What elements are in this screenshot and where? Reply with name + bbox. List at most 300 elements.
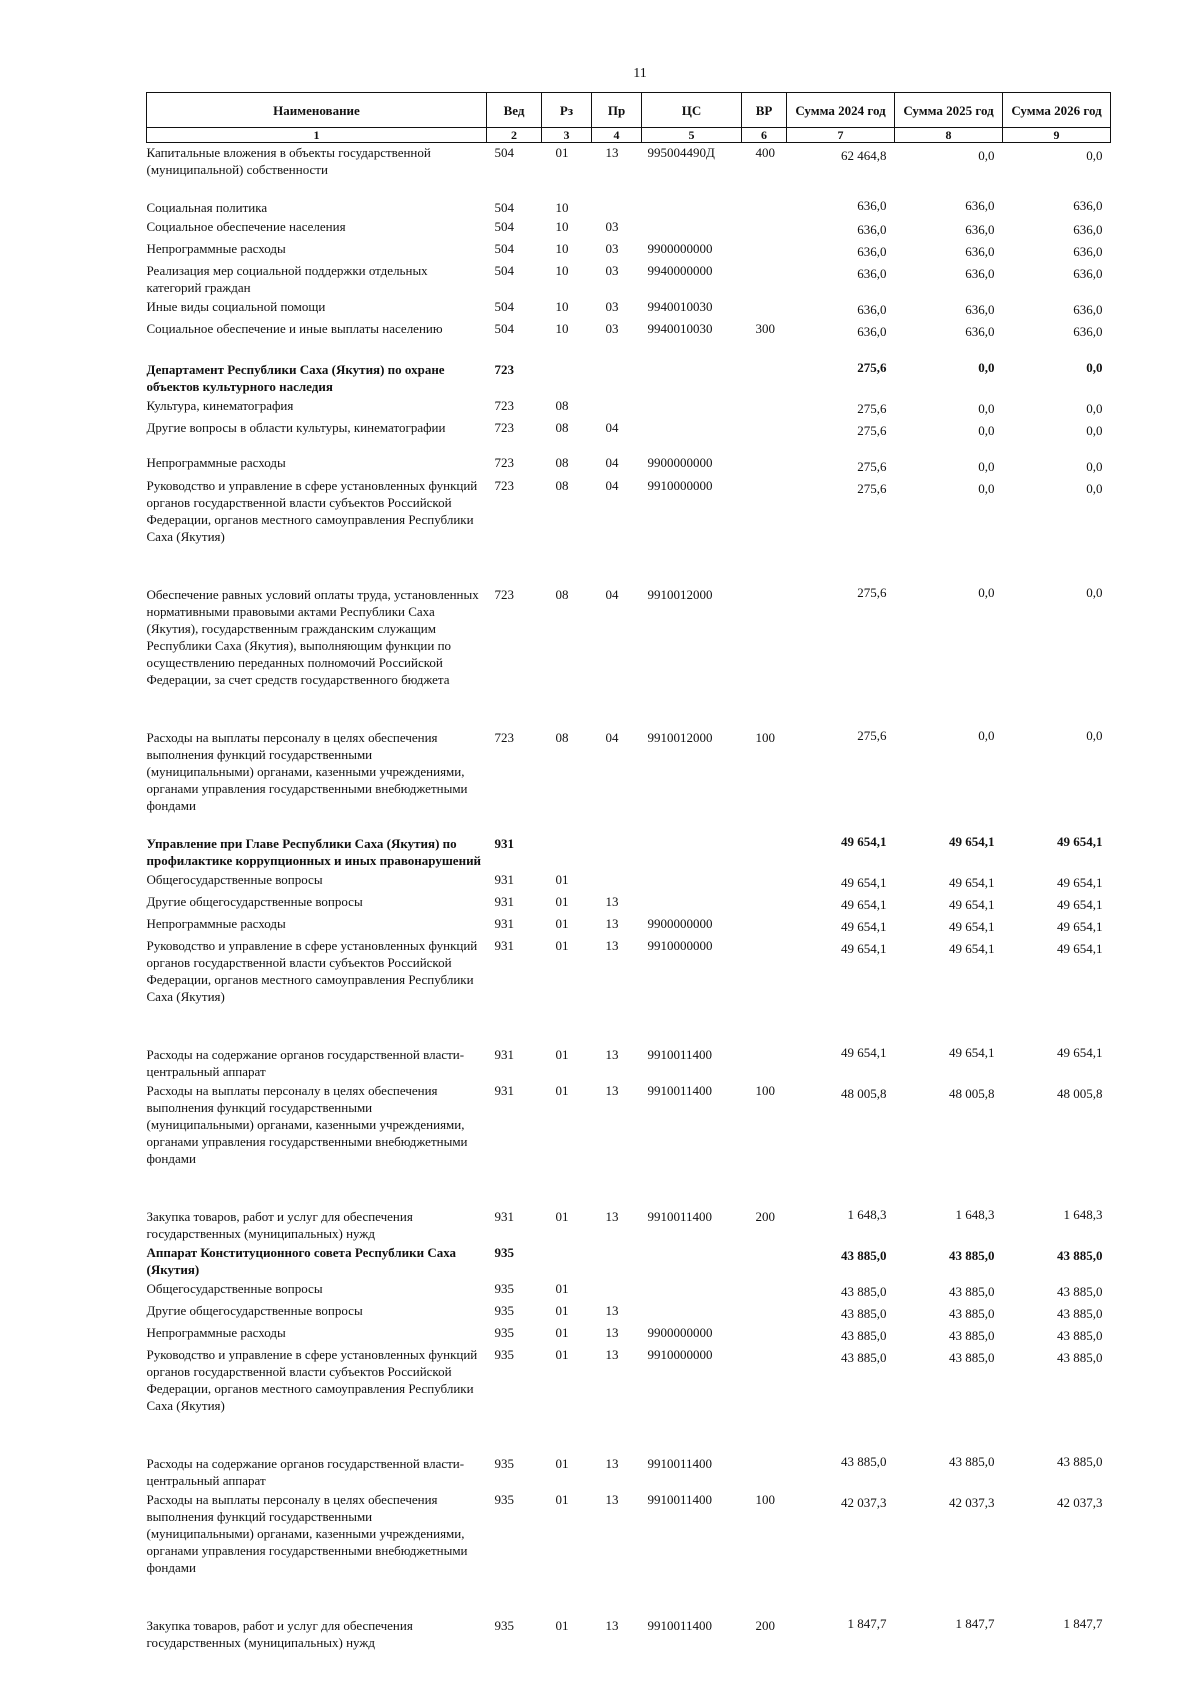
- cell-sum-2024: 275,6: [857, 728, 887, 743]
- cell-pr: 13: [605, 1083, 619, 1098]
- cell-sum-2026: 43 885,0: [1057, 1306, 1103, 1321]
- cell-sum-2026: 636,0: [1073, 324, 1103, 339]
- cell-ved: 723: [494, 362, 514, 377]
- cell-sum-2025: 43 885,0: [949, 1454, 995, 1469]
- cell-vr: [742, 261, 787, 297]
- table-row: [147, 1188, 1111, 1243]
- cell-sum-2025: 49 654,1: [949, 897, 995, 912]
- cell-ved: 723: [494, 730, 514, 745]
- cell-sum-2024: 636,0: [857, 266, 887, 281]
- cell-sum-2026: 0,0: [1086, 423, 1103, 438]
- header-row: [147, 93, 1111, 128]
- cell-rz: 01: [555, 872, 569, 887]
- cell-ved: 504: [494, 219, 514, 234]
- cell-sum-2025: 0,0: [978, 423, 995, 438]
- cell-rz: 01: [555, 1083, 569, 1098]
- row-spacer-cell: [147, 1006, 1111, 1026]
- cell-sum-2025: 43 885,0: [949, 1306, 995, 1321]
- cell-sum-2026: 42 037,3: [1057, 1495, 1103, 1510]
- cell-sum-2024: 636,0: [857, 198, 887, 213]
- cell-ved: 504: [494, 299, 514, 314]
- cell-rz: [542, 1243, 592, 1279]
- cell-name: Закупка товаров, работ и услуг для обеспечения государственных (муниципальных) нужд: [146, 1618, 413, 1650]
- cell-pr: 13: [605, 916, 619, 931]
- cell-sum-2024: 49 654,1: [841, 875, 887, 890]
- cell-vr: [742, 936, 787, 1006]
- cell-name: Социальное обеспечение и иные выплаты населению: [146, 321, 443, 336]
- cell-sum-2026: 0,0: [1086, 585, 1103, 600]
- col-number: 7: [787, 128, 895, 143]
- cell-rz: 01: [555, 1492, 569, 1507]
- cell-sum-2025: 636,0: [965, 198, 995, 213]
- table-row: [147, 1323, 1111, 1345]
- table-row: [147, 476, 1111, 546]
- cell-ved: 723: [494, 587, 514, 602]
- table-row: [147, 319, 1111, 341]
- cell-sum-2026: 49 654,1: [1057, 1045, 1103, 1060]
- cell-name: Аппарат Конституционного совета Республики Саха (Якутия): [146, 1245, 457, 1277]
- cell-pr: 03: [605, 241, 619, 256]
- cell-rz: 01: [555, 1281, 569, 1296]
- row-spacer-cell: [147, 1577, 1111, 1597]
- cell-name: Общегосударственные вопросы: [146, 1281, 323, 1296]
- cell-ved: 935: [494, 1303, 514, 1318]
- cell-cs: 9910011400: [647, 1083, 713, 1098]
- cell-sum-2024: 275,6: [857, 481, 887, 496]
- cell-sum-2024: 49 654,1: [841, 1045, 887, 1060]
- cell-sum-2026: 636,0: [1073, 266, 1103, 281]
- cell-sum-2025: 49 654,1: [949, 919, 995, 934]
- col-number: 9: [1003, 128, 1111, 143]
- cell-sum-2025: 636,0: [965, 324, 995, 339]
- cell-sum-2025: 43 885,0: [949, 1284, 995, 1299]
- cell-vr: [742, 396, 787, 418]
- cell-sum-2025: 43 885,0: [949, 1328, 995, 1343]
- cell-vr: 100: [755, 1492, 775, 1507]
- row-spacer-cell: [147, 1168, 1111, 1188]
- cell-rz: 01: [555, 1047, 569, 1062]
- cell-name: Иные виды социальной помощи: [146, 299, 326, 314]
- cell-cs: [642, 418, 742, 440]
- cell-ved: 723: [494, 398, 514, 413]
- cell-cs: 9940010030: [647, 299, 713, 314]
- cell-pr: 13: [605, 1492, 619, 1507]
- cell-cs: 9910011400: [647, 1618, 713, 1633]
- table-row: [147, 870, 1111, 892]
- cell-rz: 08: [555, 587, 569, 602]
- cell-cs: [642, 179, 742, 217]
- cell-vr: [742, 1279, 787, 1301]
- cell-sum-2025: 42 037,3: [949, 1495, 995, 1510]
- cell-vr: [742, 1243, 787, 1279]
- cell-rz: 01: [555, 145, 569, 160]
- cell-cs: 995004490Д: [647, 145, 715, 160]
- table-row: [147, 143, 1111, 180]
- table-row: [147, 709, 1111, 815]
- cell-cs: [642, 870, 742, 892]
- cell-sum-2024: 636,0: [857, 244, 887, 259]
- cell-pr: 13: [605, 1325, 619, 1340]
- cell-sum-2025: 0,0: [978, 401, 995, 416]
- page-number: 11: [633, 66, 647, 81]
- cell-sum-2025: 1 648,3: [955, 1207, 995, 1222]
- cell-pr: [592, 870, 642, 892]
- cell-vr: [742, 914, 787, 936]
- cell-sum-2026: 0,0: [1086, 401, 1103, 416]
- cell-sum-2026: 0,0: [1086, 728, 1103, 743]
- cell-name: Руководство и управление в сфере установленных функций органов государственной власти субъектов Российской Федерации, органов местного самоуправления Республики Саха (Якутия): [146, 478, 478, 544]
- table-row: [147, 261, 1111, 297]
- cell-ved: 931: [494, 894, 514, 909]
- col-header-cs: ЦС: [642, 93, 742, 128]
- table-row: [147, 1435, 1111, 1490]
- cell-rz: 10: [555, 321, 569, 336]
- cell-sum-2024: 43 885,0: [841, 1350, 887, 1365]
- cell-ved: 931: [494, 1083, 514, 1098]
- cell-sum-2025: 636,0: [965, 302, 995, 317]
- cell-sum-2025: 0,0: [978, 585, 995, 600]
- cell-name: Другие общегосударственные вопросы: [146, 894, 363, 909]
- row-spacer: [147, 1168, 1111, 1188]
- cell-sum-2024: 49 654,1: [841, 919, 887, 934]
- cell-ved: 931: [494, 872, 514, 887]
- table-row: [147, 1301, 1111, 1323]
- cell-pr: [592, 1279, 642, 1301]
- cell-name: Непрограммные расходы: [146, 1325, 286, 1340]
- cell-pr: [592, 396, 642, 418]
- cell-rz: 01: [555, 1325, 569, 1340]
- cell-sum-2024: 49 654,1: [841, 941, 887, 956]
- cell-pr: 13: [605, 894, 619, 909]
- cell-sum-2025: 49 654,1: [949, 941, 995, 956]
- table-row: [147, 179, 1111, 217]
- cell-name: Культура, кинематография: [146, 398, 294, 413]
- cell-cs: 9910012000: [647, 730, 713, 745]
- cell-vr: 400: [755, 145, 775, 160]
- cell-sum-2024: 275,6: [857, 459, 887, 474]
- cell-vr: 300: [755, 321, 775, 336]
- cell-vr: [742, 418, 787, 440]
- cell-sum-2024: 42 037,3: [841, 1495, 887, 1510]
- cell-rz: 01: [555, 894, 569, 909]
- cell-ved: 504: [494, 263, 514, 278]
- cell-pr: [592, 179, 642, 217]
- cell-ved: 931: [494, 836, 514, 851]
- cell-pr: [592, 341, 642, 396]
- cell-ved: 504: [494, 321, 514, 336]
- cell-rz: [542, 341, 592, 396]
- cell-rz: 01: [555, 1347, 569, 1362]
- table-body: [147, 143, 1111, 1653]
- cell-rz: 01: [555, 916, 569, 931]
- row-spacer-cell: [147, 546, 1111, 566]
- cell-name: Непрограммные расходы: [146, 916, 286, 931]
- cell-ved: 723: [494, 455, 514, 470]
- cell-rz: 08: [555, 730, 569, 745]
- cell-sum-2024: 43 885,0: [841, 1306, 887, 1321]
- cell-name: Социальная политика: [146, 200, 268, 215]
- budget-table: [146, 92, 1111, 1652]
- cell-vr: 200: [755, 1618, 775, 1633]
- cell-vr: [742, 1345, 787, 1415]
- table-row: [147, 440, 1111, 476]
- table-row: [147, 1081, 1111, 1168]
- cell-name: Общегосударственные вопросы: [146, 872, 323, 887]
- cell-cs: 9900000000: [647, 455, 713, 470]
- cell-rz: 01: [555, 1209, 569, 1224]
- cell-pr: 03: [605, 321, 619, 336]
- cell-pr: 13: [605, 1347, 619, 1362]
- cell-sum-2024: 48 005,8: [841, 1086, 887, 1101]
- col-header-sum-2024: Сумма 2024 год: [787, 93, 895, 128]
- col-number: 3: [542, 128, 592, 143]
- cell-cs: [642, 815, 742, 870]
- col-number: 4: [592, 128, 642, 143]
- cell-sum-2024: 275,6: [857, 360, 887, 375]
- table-row: [147, 914, 1111, 936]
- table-row: [147, 1490, 1111, 1577]
- cell-sum-2026: 49 654,1: [1057, 919, 1103, 934]
- cell-ved: 723: [494, 420, 514, 435]
- col-header-sum-2026: Сумма 2026 год: [1003, 93, 1111, 128]
- cell-sum-2026: 0,0: [1086, 481, 1103, 496]
- cell-name: Реализация мер социальной поддержки отдельных категорий граждан: [146, 263, 428, 295]
- cell-cs: [642, 396, 742, 418]
- cell-rz: 10: [555, 200, 569, 215]
- cell-cs: 9900000000: [647, 916, 713, 931]
- table-row: [147, 217, 1111, 239]
- table-row: [147, 239, 1111, 261]
- cell-ved: 504: [494, 241, 514, 256]
- cell-vr: [742, 476, 787, 546]
- cell-sum-2026: 636,0: [1073, 198, 1103, 213]
- col-header-vr: ВР: [742, 93, 787, 128]
- cell-pr: 13: [605, 1618, 619, 1633]
- cell-sum-2024: 49 654,1: [841, 897, 887, 912]
- cell-cs: [642, 217, 742, 239]
- cell-sum-2026: 43 885,0: [1057, 1248, 1103, 1263]
- cell-pr: 13: [605, 145, 619, 160]
- cell-rz: 08: [555, 420, 569, 435]
- cell-vr: [742, 217, 787, 239]
- cell-ved: 504: [494, 145, 514, 160]
- cell-pr: 04: [605, 587, 619, 602]
- table-row: [147, 936, 1111, 1006]
- cell-ved: 935: [494, 1325, 514, 1340]
- cell-rz: 08: [555, 478, 569, 493]
- cell-pr: 03: [605, 299, 619, 314]
- column-number-row: [147, 128, 1111, 143]
- cell-sum-2024: 636,0: [857, 302, 887, 317]
- cell-sum-2026: 48 005,8: [1057, 1086, 1103, 1101]
- col-number: 2: [487, 128, 542, 143]
- cell-sum-2024: 1 648,3: [847, 1207, 887, 1222]
- cell-name: Департамент Республики Саха (Якутия) по охране объектов культурного наследия: [146, 362, 445, 394]
- cell-vr: [742, 892, 787, 914]
- cell-pr: 13: [605, 938, 619, 953]
- cell-pr: 13: [605, 1456, 619, 1471]
- cell-rz: 08: [555, 398, 569, 413]
- table-row: [147, 418, 1111, 440]
- cell-vr: [742, 1026, 787, 1081]
- cell-sum-2026: 636,0: [1073, 222, 1103, 237]
- cell-name: Закупка товаров, работ и услуг для обеспечения государственных (муниципальных) нужд: [146, 1209, 413, 1241]
- cell-sum-2026: 0,0: [1086, 459, 1103, 474]
- cell-cs: 9910012000: [647, 587, 713, 602]
- cell-vr: 100: [755, 730, 775, 745]
- cell-cs: 9910011400: [647, 1209, 713, 1224]
- cell-name: Управление при Главе Республики Саха (Якутия) по профилактике коррупционных и иных правонарушений: [146, 836, 482, 868]
- col-number: 5: [642, 128, 742, 143]
- cell-cs: 9910000000: [647, 1347, 713, 1362]
- cell-sum-2024: 43 885,0: [841, 1454, 887, 1469]
- cell-sum-2025: 0,0: [978, 459, 995, 474]
- cell-sum-2024: 636,0: [857, 324, 887, 339]
- cell-sum-2026: 0,0: [1086, 148, 1103, 163]
- cell-vr: [742, 1435, 787, 1490]
- cell-cs: [642, 341, 742, 396]
- cell-name: Непрограммные расходы: [146, 241, 286, 256]
- cell-pr: 13: [605, 1303, 619, 1318]
- cell-sum-2026: 1 847,7: [1063, 1616, 1103, 1631]
- cell-sum-2024: 636,0: [857, 222, 887, 237]
- cell-name: Расходы на выплаты персоналу в целях обеспечения выполнения функций государственными (муниципальными) органами, казенными учреждениями, органами управления государственными внебюджетными фондами: [146, 1083, 468, 1166]
- cell-sum-2024: 49 654,1: [841, 834, 887, 849]
- cell-cs: [642, 1279, 742, 1301]
- row-spacer: [147, 1415, 1111, 1435]
- table-row: [147, 1243, 1111, 1279]
- cell-vr: [742, 870, 787, 892]
- row-spacer: [147, 689, 1111, 709]
- cell-cs: [642, 892, 742, 914]
- cell-rz: 01: [555, 1303, 569, 1318]
- cell-rz: 10: [555, 299, 569, 314]
- cell-sum-2025: 48 005,8: [949, 1086, 995, 1101]
- cell-ved: 723: [494, 478, 514, 493]
- cell-name: Расходы на содержание органов государственной власти- центральный аппарат: [146, 1456, 465, 1488]
- cell-ved: 931: [494, 938, 514, 953]
- cell-sum-2024: 62 464,8: [841, 148, 887, 163]
- cell-sum-2025: 0,0: [978, 360, 995, 375]
- cell-sum-2025: 49 654,1: [949, 1045, 995, 1060]
- cell-sum-2025: 43 885,0: [949, 1350, 995, 1365]
- cell-sum-2025: 0,0: [978, 481, 995, 496]
- cell-vr: [742, 815, 787, 870]
- cell-name: Расходы на выплаты персоналу в целях обеспечения выполнения функций государственными (муниципальными) органами, казенными учреждениями, органами управления государственными внебюджетными фондами: [146, 730, 468, 813]
- col-header-ved: Вед: [487, 93, 542, 128]
- cell-sum-2026: 636,0: [1073, 302, 1103, 317]
- cell-sum-2024: 1 847,7: [847, 1616, 887, 1631]
- cell-vr: [742, 239, 787, 261]
- table-row: [147, 297, 1111, 319]
- cell-sum-2024: 43 885,0: [841, 1248, 887, 1263]
- cell-name: Другие вопросы в области культуры, кинематографии: [146, 420, 446, 435]
- cell-sum-2025: 49 654,1: [949, 875, 995, 890]
- cell-ved: 931: [494, 1047, 514, 1062]
- cell-rz: 01: [555, 1618, 569, 1633]
- cell-sum-2025: 0,0: [978, 728, 995, 743]
- cell-sum-2024: 275,6: [857, 401, 887, 416]
- cell-ved: 935: [494, 1347, 514, 1362]
- cell-rz: 01: [555, 938, 569, 953]
- cell-name: Непрограммные расходы: [146, 455, 286, 470]
- col-header-sum-2025: Сумма 2025 год: [895, 93, 1003, 128]
- cell-vr: [742, 566, 787, 689]
- cell-sum-2026: 49 654,1: [1057, 897, 1103, 912]
- cell-vr: 200: [755, 1209, 775, 1224]
- table-row: [147, 815, 1111, 870]
- cell-pr: [592, 815, 642, 870]
- cell-sum-2026: 43 885,0: [1057, 1284, 1103, 1299]
- cell-sum-2026: 49 654,1: [1057, 875, 1103, 890]
- cell-sum-2024: 43 885,0: [841, 1284, 887, 1299]
- table-row: [147, 892, 1111, 914]
- cell-sum-2026: 49 654,1: [1057, 834, 1103, 849]
- cell-ved: 935: [494, 1456, 514, 1471]
- cell-vr: [742, 179, 787, 217]
- cell-sum-2025: 636,0: [965, 266, 995, 281]
- cell-cs: 9910000000: [647, 478, 713, 493]
- table-row: [147, 1279, 1111, 1301]
- cell-cs: 9940000000: [647, 263, 713, 278]
- cell-vr: [742, 440, 787, 476]
- row-spacer-cell: [147, 1415, 1111, 1435]
- cell-pr: 04: [605, 478, 619, 493]
- cell-sum-2025: 0,0: [978, 148, 995, 163]
- cell-sum-2026: 43 885,0: [1057, 1350, 1103, 1365]
- cell-rz: 10: [555, 219, 569, 234]
- cell-ved: 935: [494, 1281, 514, 1296]
- cell-sum-2026: 43 885,0: [1057, 1328, 1103, 1343]
- cell-pr: 03: [605, 219, 619, 234]
- cell-cs: 9940010030: [647, 321, 713, 336]
- cell-cs: [642, 1243, 742, 1279]
- cell-pr: 04: [605, 730, 619, 745]
- cell-sum-2024: 275,6: [857, 585, 887, 600]
- cell-rz: 08: [555, 455, 569, 470]
- cell-name: Расходы на выплаты персоналу в целях обеспечения выполнения функций государственными (муниципальными) органами, казенными учреждениями, органами управления государственными внебюджетными фондами: [146, 1492, 468, 1575]
- col-number: 1: [147, 128, 487, 143]
- cell-ved: 504: [494, 200, 514, 215]
- row-spacer: [147, 1577, 1111, 1597]
- cell-sum-2026: 49 654,1: [1057, 941, 1103, 956]
- cell-vr: [742, 1323, 787, 1345]
- cell-name: Социальное обеспечение населения: [146, 219, 346, 234]
- cell-sum-2026: 1 648,3: [1063, 1207, 1103, 1222]
- cell-pr: 13: [605, 1209, 619, 1224]
- cell-vr: [742, 297, 787, 319]
- cell-cs: 9900000000: [647, 241, 713, 256]
- cell-sum-2025: 43 885,0: [949, 1248, 995, 1263]
- cell-name: Капитальные вложения в объекты государственной (муниципальной) собственности: [146, 145, 431, 177]
- cell-pr: 04: [605, 455, 619, 470]
- cell-name: Другие общегосударственные вопросы: [146, 1303, 363, 1318]
- col-header-pr: Пр: [592, 93, 642, 128]
- cell-rz: 10: [555, 241, 569, 256]
- cell-name: Руководство и управление в сфере установленных функций органов государственной власти субъектов Российской Федерации, органов местного самоуправления Республики Саха (Якутия): [146, 1347, 478, 1413]
- table-row: [147, 396, 1111, 418]
- cell-pr: 13: [605, 1047, 619, 1062]
- row-spacer: [147, 546, 1111, 566]
- cell-sum-2024: 43 885,0: [841, 1328, 887, 1343]
- col-header-name: Наименование: [147, 93, 487, 128]
- row-spacer-cell: [147, 689, 1111, 709]
- table-row: [147, 1026, 1111, 1081]
- cell-sum-2025: 636,0: [965, 222, 995, 237]
- cell-sum-2026: 0,0: [1086, 360, 1103, 375]
- cell-pr: [592, 1243, 642, 1279]
- cell-ved: 935: [494, 1245, 514, 1260]
